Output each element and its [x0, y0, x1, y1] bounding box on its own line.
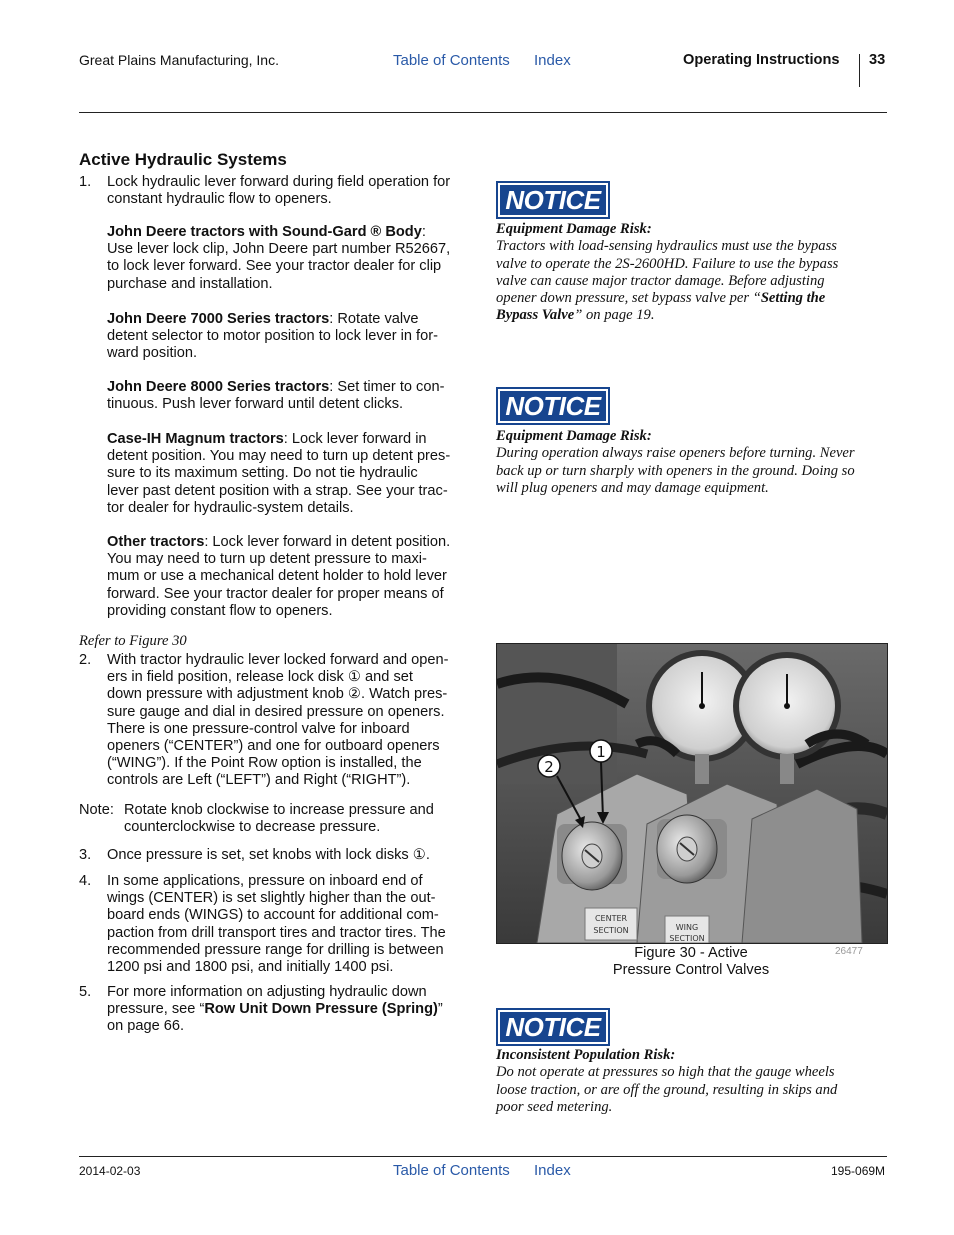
jd-8000-paragraph: John Deere 8000 Series tractors: Set timer to con- tinuous. Push lever forward until detent clicks. [107, 379, 445, 413]
section-title: Operating Instructions [683, 52, 840, 68]
callout-number-2: 2 [544, 758, 554, 776]
other-tractors-paragraph: Other tractors: Lock lever forward in detent position. You may need to turn up detent pressure to maxi- mum or use a mechanical detent holder to hold lever forward. See your tractor dealer for proper means of providing constant flow to openers. [107, 534, 451, 619]
footer-doc-number: 195-069M [831, 1164, 886, 1178]
notice-3-text: Inconsistent Population Risk: Do not operate at pressures so high that the gauge wheels loose traction, or are off the ground, resulting in skips and poor seed metering. [496, 1047, 838, 1115]
wing-section-label-1: WING [675, 923, 699, 932]
jd-soundgard-paragraph: John Deere tractors with Sound-Gard ® Body: Use lever lock clip, John Deere part number R52667, to lock lever forward. See your tractor dealer for clip purchase and installation. [107, 224, 451, 292]
step-2-text: With tractor hydraulic lever locked forward and open- ers in field position, release lock disk ① and set down pressure with adjustment knob ②. Watch pres- sure gauge and dial in desired pressure on openers. There is one pressure-control valve for inboard openers (“CENTER”) and one for outboard openers (“WING”). If the Point Row option is installed, the controls are Left (“LEFT”) and Right (“RIGHT”). [107, 652, 449, 789]
notice-1-text: Equipment Damage Risk: Tractors with load-sensing hydraulics must use the bypass valve to operate the 2S-2600HD. Failure to use the bypass valve can cause major tractor damage. Before adjusting opener down pressure, set bypass valve per “Setting the Bypass Valve” on page 19. [496, 221, 839, 324]
header-rule [79, 112, 887, 113]
figure-caption: Figure 30 - Active Pressure Control Valves [612, 945, 770, 979]
row-unit-down-pressure-ref: Row Unit Down Pressure (Spring) [204, 1001, 438, 1018]
notice-badge-1: NOTICE [496, 181, 610, 219]
header-divider [859, 54, 860, 87]
footer-index-link[interactable]: Index [534, 1162, 571, 1179]
header-index-link[interactable]: Index [534, 52, 571, 69]
step-3-text: Once pressure is set, set knobs with lock disks ①. [107, 847, 430, 863]
note-label: Note: [79, 802, 114, 818]
case-ih-paragraph: Case-IH Magnum tractors: Lock lever forward in detent position. You may need to turn up detent pres- sure to its maximum setting. Do not tie hydraulic lever past detent position with a strap. See your trac- tor dealer for hydraulic-system details. [107, 431, 451, 516]
step-2-number: 2. [79, 652, 92, 668]
step-4-number: 4. [79, 873, 92, 889]
footer-date: 2014-02-03 [79, 1164, 141, 1178]
callout-number-1: 1 [596, 743, 606, 761]
step-4-text: In some applications, pressure on inboard end of wings (CENTER) is set slightly higher than the out- board ends (WINGS) to account for additional com- paction from drill transport tires and tractor tires. The recommended pressure range for drilling is between 1200 psi and 1800 psi, and initially 1400 psi. [107, 873, 446, 976]
wing-section-label-2: SECTION [669, 934, 705, 943]
notice-badge-3: NOTICE [496, 1008, 610, 1046]
refer-figure-note: Refer to Figure 30 [79, 633, 187, 649]
section-heading: Active Hydraulic Systems [79, 150, 287, 169]
step-3-number: 3. [79, 847, 92, 863]
image-number: 26477 [835, 946, 863, 957]
jd-7000-paragraph: John Deere 7000 Series tractors: Rotate valve detent selector to motor position to lock lever in for- ward position. [107, 311, 438, 362]
figure-30-photo [496, 643, 888, 944]
center-section-label-1: CENTER [594, 914, 628, 923]
step-1-text: Lock hydraulic lever forward during field operation for constant hydraulic flow to openers. [107, 174, 451, 208]
step-5-text: For more information on adjusting hydraulic down pressure, see “Row Unit Down Pressure (Spring)” on page 66. [107, 984, 443, 1035]
pressure-valves-illustration [497, 644, 887, 943]
notice-badge-2: NOTICE [496, 387, 610, 425]
note-text: Rotate knob clockwise to increase pressure and counterclockwise to decrease pressure. [124, 802, 434, 836]
step-5-number: 5. [79, 984, 92, 1000]
company-name: Great Plains Manufacturing, Inc. [79, 52, 279, 68]
footer-toc-link[interactable]: Table of Contents [393, 1162, 510, 1179]
footer-rule [79, 1156, 887, 1157]
notice-2-text: Equipment Damage Risk: During operation always raise openers before turning. Never back up or turn sharply with openers in the ground. Doing so will plug openers and may damage equipment. [496, 428, 855, 496]
header-toc-link[interactable]: Table of Contents [393, 52, 510, 69]
step-1-number: 1. [79, 174, 92, 190]
center-section-label-2: SECTION [593, 926, 629, 935]
page-number: 33 [869, 52, 886, 68]
